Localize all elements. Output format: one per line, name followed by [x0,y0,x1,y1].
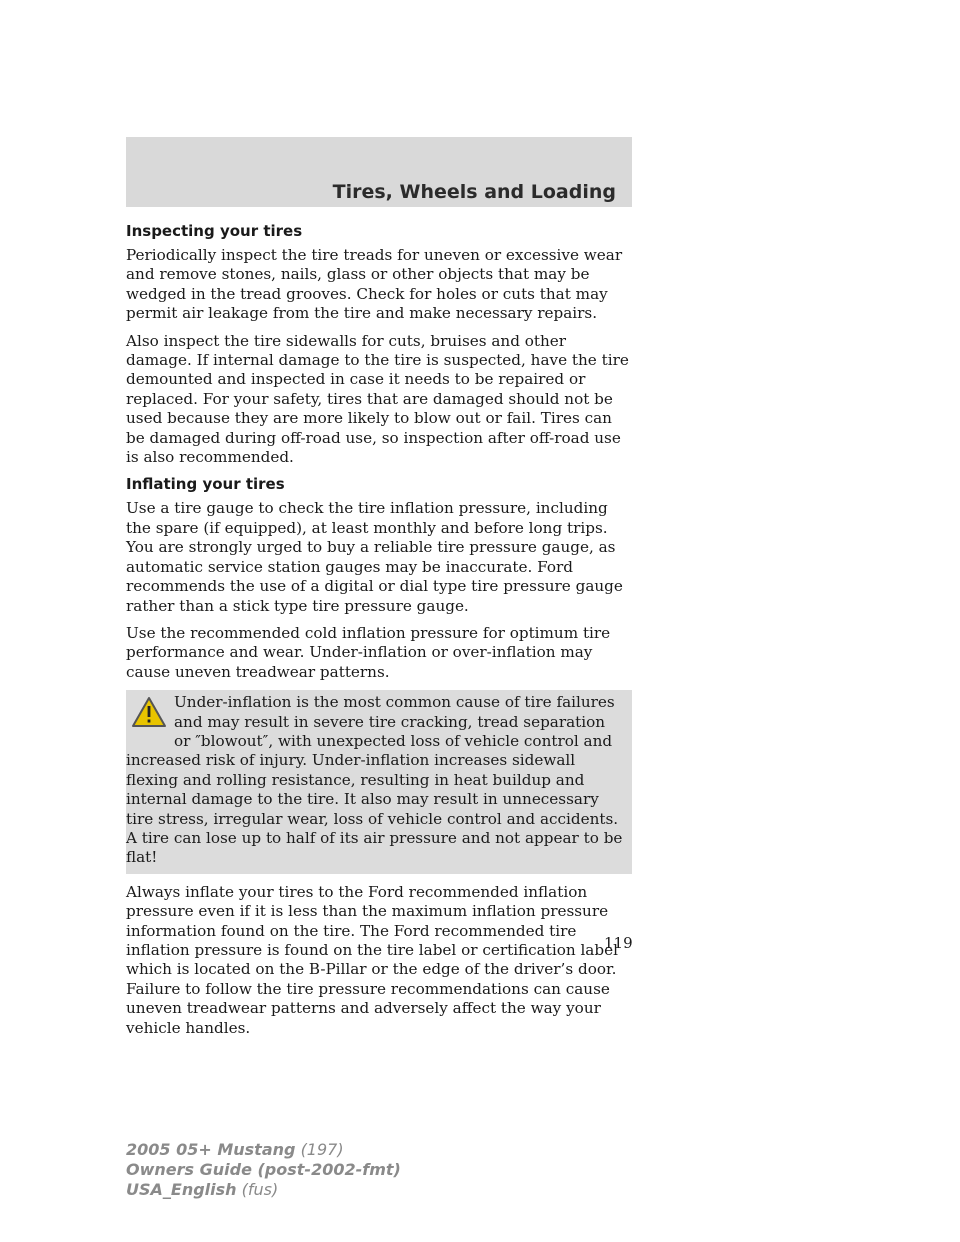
paragraph: Use a tire gauge to check the tire inflation pressure, including the spare (if equipped), at least monthly and before long trips. You are strongly urged to buy a reliable tire pressure gauge, as automatic service station gauges may be inaccurate. Ford recommends the use of a digital or dial type tire pressure gauge rather than a stick type tire pressure gauge. [126,499,623,615]
paragraph: Use the recommended cold inflation pressure for optimum tire performance and wear. Under-inflation or over-inflation may cause uneven treadwear patterns. [126,623,611,681]
section-heading-inflating: Inflating your tires [126,475,285,494]
warning-box [126,690,632,874]
footer-line-2: Owners Guide (post-2002-fmt) [126,1160,401,1179]
footer-line-1: 2005 05+ Mustang (197) [126,1140,344,1159]
footer-line-3: USA_English (fus) [126,1180,279,1199]
paragraph: Periodically inspect the tire treads for uneven or excessive wear and remove stones, nails, glass or other objects that may be wedged in the tread grooves. Check for holes or cuts that may permit air leakage from the tire and make necessary repairs. [126,246,623,323]
section-heading-inspecting: Inspecting your tires [126,222,303,240]
paragraph: Also inspect the tire sidewalls for cuts, bruises and other damage. If internal damage to the tire is suspected, have the tire demounted and inspected in case it needs to be repaired or replaced. For your safety, tires that are damaged should not be used because they are more likely to blow out or fail. Tires can be damaged during off-road use, so inspection after off-road use is also recommended. [126,331,629,467]
paragraph: Always inflate your tires to the Ford recommended inflation pressure even if it is less than the maximum inflation pressure information found on the tire. The Ford recommended tire inflation pressure is found on the tire label or certification label which is located on the B-Pillar or the edge of the driver’s door. Failure to follow the tire pressure recommendations can cause uneven treadwear patterns and adversely affect the way your vehicle handles. [126,882,618,1037]
page-content [126,222,632,1046]
page-header [126,137,632,207]
chapter-title: Tires, Wheels and Loading [332,181,616,203]
document-footer [126,1140,401,1200]
page-number: 119 [604,934,633,952]
warning-text: Under-inflation is the most common cause of tire failures and may result in severe tire cracking, tread separation or ″blowout″, with unexpected loss of vehicle control and increased risk of injury. Under-inflation increases sidewall flexing and rolling resistance, resulting in heat buildup and internal damage to the tire. It also may result in unnecessary tire stress, irregular wear, loss of vehicle control and accidents. A tire can lose up to half of its air pressure and not appear to be flat! [126,693,623,867]
warning-triangle-icon [126,693,174,733]
